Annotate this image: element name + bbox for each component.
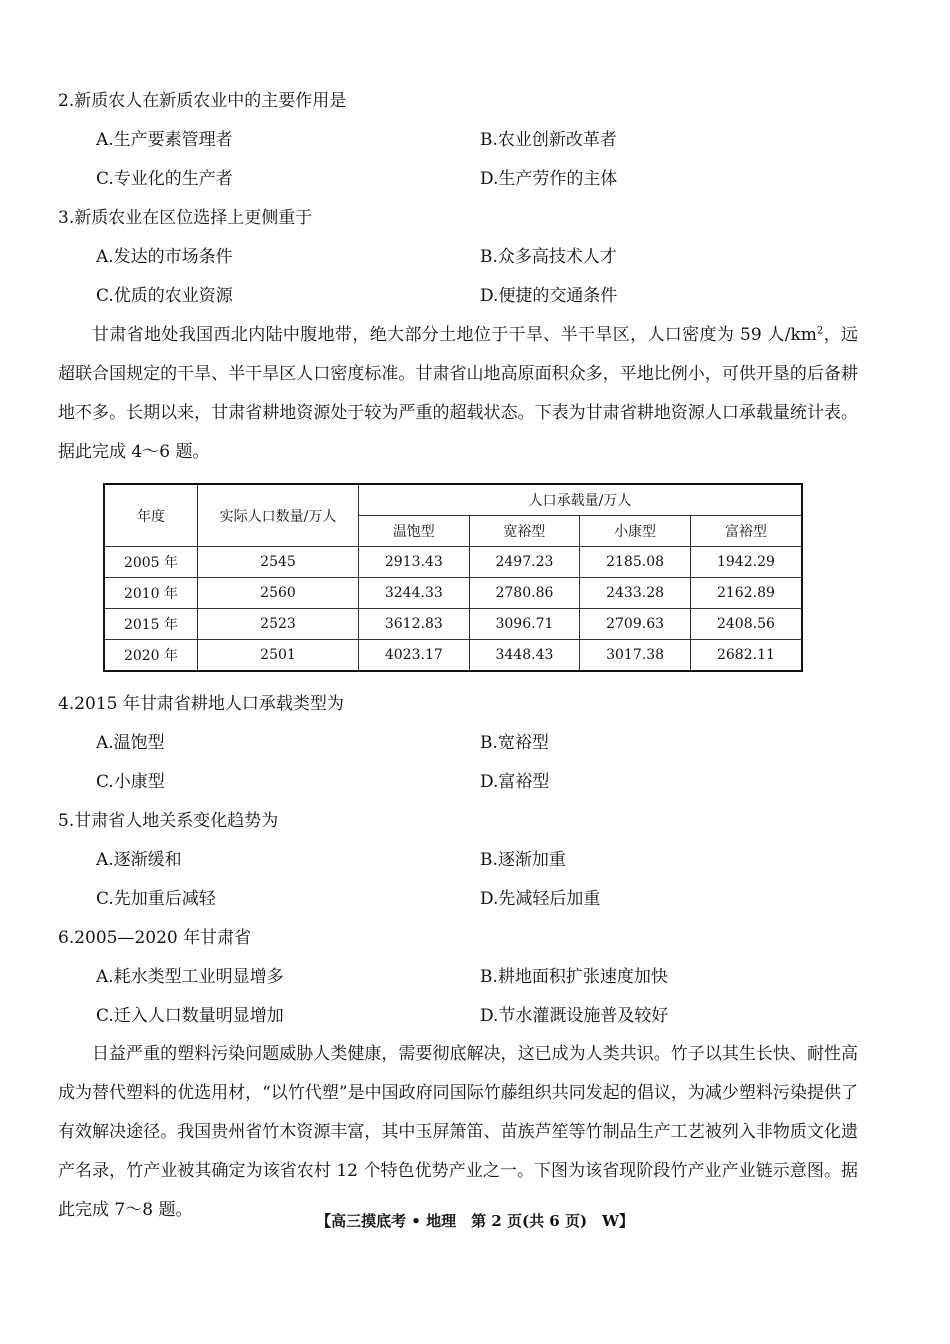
question-3-option-c: C.优质的农业资源 <box>96 286 233 306</box>
cell-fuyu: 2162.89 <box>690 578 802 609</box>
subheader-xiaokang: 小康型 <box>580 516 691 547</box>
cell-year: 2010 年 <box>104 578 198 609</box>
header-year: 年度 <box>104 484 198 547</box>
subheader-fuyu: 富裕型 <box>690 516 802 547</box>
table-row <box>104 578 802 609</box>
cell-actual: 2523 <box>198 609 359 640</box>
cell-actual: 2501 <box>198 640 359 672</box>
cell-actual: 2545 <box>198 547 359 578</box>
cell-year: 2005 年 <box>104 547 198 578</box>
cell-fuyu: 2408.56 <box>690 609 802 640</box>
cell-actual: 2560 <box>198 578 359 609</box>
question-5-option-c: C.先加重后减轻 <box>96 889 216 909</box>
cell-xiaokang: 2433.28 <box>580 578 691 609</box>
header-actual-population: 实际人口数量/万人 <box>198 484 359 547</box>
question-3-option-a: A.发达的市场条件 <box>96 247 233 267</box>
carrying-capacity-table <box>103 483 803 672</box>
cell-xiaokang: 2185.08 <box>580 547 691 578</box>
question-6-stem: 6.2005—2020 年甘肃省 <box>58 928 252 948</box>
cell-kuanyu: 3096.71 <box>469 609 580 640</box>
question-6-option-d: D.节水灌溉设施普及较好 <box>480 1006 669 1026</box>
question-5-stem: 5.甘肃省人地关系变化趋势为 <box>58 811 279 831</box>
subheader-wenbao: 温饱型 <box>359 516 470 547</box>
header-carrying-capacity: 人口承载量/万人 <box>359 484 803 516</box>
question-5-option-a: A.逐渐缓和 <box>96 850 182 870</box>
cell-kuanyu: 2780.86 <box>469 578 580 609</box>
question-4-option-a: A.温饱型 <box>96 733 165 753</box>
subheader-kuanyu: 宽裕型 <box>469 516 580 547</box>
cell-wenbao: 3612.83 <box>359 609 470 640</box>
cell-year: 2020 年 <box>104 640 198 672</box>
table-row <box>104 547 802 578</box>
passage-bamboo: 日益严重的塑料污染问题威胁人类健康，需要彻底解决，这已成为人类共识。竹子以其生长快、耐性高成为替代塑料的优选用材，“以竹代塑”是中国政府同国际竹藤组织共同发起的倡议，为减少塑料污染提供了有效解决途径。我国贵州省竹木资源丰富，其中玉屏箫笛、苗族芦笙等竹制品生产工艺被列入非物质文化遗产名录，竹产业被其确定为该省农村 12 个特色优势产业之一。下图为该省现阶段竹产业产业链示意图。据此完成 7～8 题。 <box>58 1044 858 1220</box>
cell-kuanyu: 3448.43 <box>469 640 580 672</box>
table-row <box>104 609 802 640</box>
question-2-stem: 2.新质农人在新质农业中的主要作用是 <box>58 91 347 111</box>
question-4-option-c: C.小康型 <box>96 772 165 792</box>
question-3-option-b: B.众多高技术人才 <box>480 247 617 267</box>
cell-wenbao: 4023.17 <box>359 640 470 672</box>
cell-xiaokang: 2709.63 <box>580 609 691 640</box>
question-3-option-d: D.便捷的交通条件 <box>480 286 618 306</box>
question-4-option-d: D.富裕型 <box>480 772 550 792</box>
question-2-option-c: C.专业化的生产者 <box>96 169 233 189</box>
cell-year: 2015 年 <box>104 609 198 640</box>
question-6-option-b: B.耕地面积扩张速度加快 <box>480 967 668 987</box>
passage-gansu-part2: ，远超联合国规定的干旱、半干旱区人口密度标准。甘肃省山地高原面积众多，平地比例小，可供开垦的后备耕地不多。长期以来，甘肃省耕地资源处于较为严重的超载状态。下表为甘肃省耕地资源人口承载量统计表。据此完成 4～6 题。 <box>58 325 858 462</box>
cell-fuyu: 1942.29 <box>690 547 802 578</box>
cell-kuanyu: 2497.23 <box>469 547 580 578</box>
question-4-option-b: B.宽裕型 <box>480 733 549 753</box>
question-2-option-d: D.生产劳作的主体 <box>480 169 618 189</box>
question-5-option-b: B.逐渐加重 <box>480 850 566 870</box>
table-header-row <box>104 484 802 516</box>
cell-wenbao: 3244.33 <box>359 578 470 609</box>
question-3-stem: 3.新质农业在区位选择上更侧重于 <box>58 208 313 228</box>
question-6-option-c: C.迁入人口数量明显增加 <box>96 1006 284 1026</box>
passage-gansu <box>58 316 858 472</box>
superscript-two: 2 <box>816 325 824 337</box>
page-footer: 【高三摸底考 • 地理 第 2 页(共 6 页) W】 <box>316 1212 634 1230</box>
cell-xiaokang: 3017.38 <box>580 640 691 672</box>
cell-wenbao: 2913.43 <box>359 547 470 578</box>
question-2-option-a: A.生产要素管理者 <box>96 130 233 150</box>
question-2-option-b: B.农业创新改革者 <box>480 130 617 150</box>
table-row <box>104 640 802 672</box>
question-4-stem: 4.2015 年甘肃省耕地人口承载类型为 <box>58 694 344 714</box>
question-6-option-a: A.耗水类型工业明显增多 <box>96 967 284 987</box>
passage-gansu-part1: 甘肃省地处我国西北内陆中腹地带，绝大部分土地位于干旱、半干旱区，人口密度为 59 人/km <box>92 325 817 345</box>
cell-fuyu: 2682.11 <box>690 640 802 672</box>
question-5-option-d: D.先减轻后加重 <box>480 889 601 909</box>
